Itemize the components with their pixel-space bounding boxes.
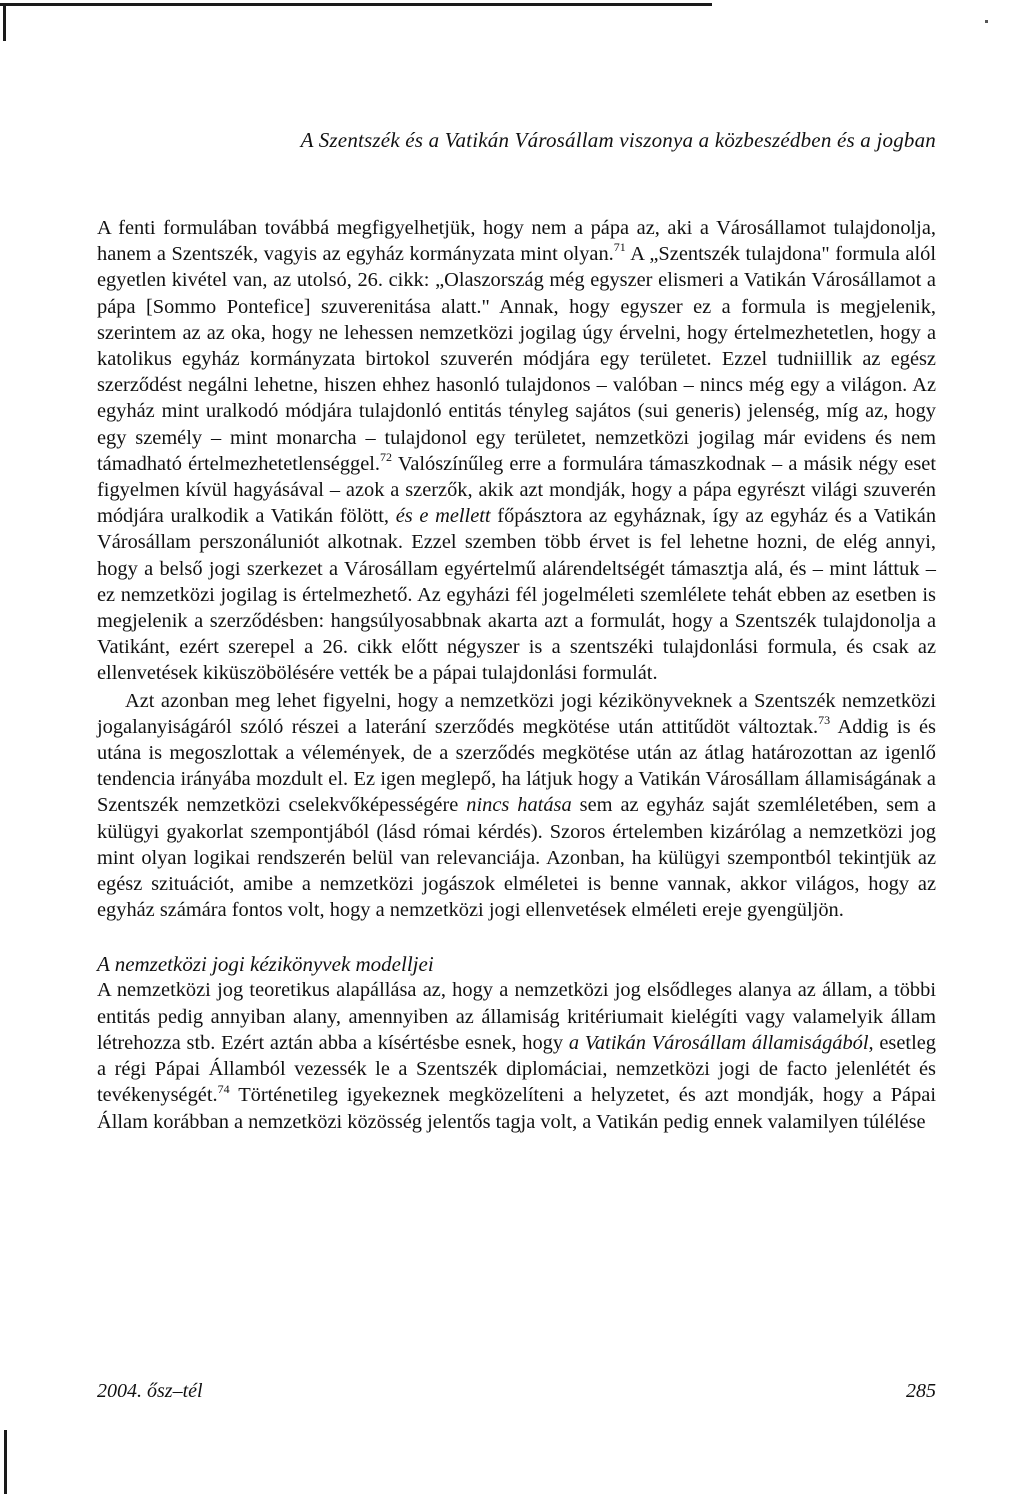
- text-run: Azt azonban meg lehet figyelni, hogy a nemzetközi jogi kézikönyveknek a Szentszék nemzetközi jogalanyiságáról szóló részei a laterání szerződés megkötése után attitűdöt változtak.: [97, 689, 936, 738]
- emphasis-text: és e mellett: [395, 505, 491, 528]
- footnote-ref: 73: [818, 713, 831, 728]
- page-number: 285: [906, 1380, 936, 1402]
- body-paragraph: [97, 688, 936, 924]
- running-head: A Szentszék és a Vatikán Városállam viszonya a közbeszédben és a jogban: [300, 128, 936, 152]
- text-run: Történetileg igyekeznek megközelíteni a helyzetet, és azt mondják, hogy a Pápai Állam korábban a nemzetközi közösség jelentős tagja volt, a Vatikán pedig ennek valamilyen túlélése: [97, 1084, 936, 1133]
- emphasis-text: nincs hatása: [466, 794, 572, 817]
- scan-border-top: [0, 3, 712, 6]
- emphasis-text: a Vatikán Városállam államiságából: [568, 1031, 869, 1054]
- text-run: Valószínűleg erre a formulára támaszkodnak – a másik négy eset figyelmen kívül hagyásával – azok a szerzők, akik azt mondják, hogy a pápa egyrészt világi szuverén módjára uralkodik a Vatikán fölött,: [97, 452, 937, 528]
- text-run: A nemzetközi jog teoretikus alapállása az, hogy a nemzetközi jog elsődleges alanya az állam, a többi entitás pedig annyiban alany, amennyiben az államiság kritériumait kielégíti vagy valamelyik állam létrehozza stb. Ezért aztán abba a kísértésbe esnek, hogy: [97, 979, 936, 1054]
- footnote-ref: 71: [613, 240, 626, 255]
- text-run: sem az egyház saját szemléletében, sem a külügyi gyakorlat szempontjából (lásd római kérdés). Szoros értelemben kizárólag a nemzetközi jog mint olyan logikai rendszerén belül van relevanciája. Azonban, ha külügyi szempontból tekintjük az egész szituációt, amibe a nemzetközi jogászok elméletei is benne vannak, akkor világos, hogy az egyház számára fontos volt, hogy a nemzetközi jogi ellenvetések elméleti ereje gyengüljön.: [97, 794, 936, 922]
- scan-border-left-bottom: [4, 1430, 7, 1494]
- text-run: A fenti formulában továbbá megfigyelhetjük, hogy nem a pápa az, aki a Városállamot tulajdonolja, hanem a Szentszék, vagyis az egyház kormányzata mint olyan.: [97, 217, 936, 266]
- text-run: A „Szentszék tulajdona" formula alól egyetlen kivétel van, az utolsó, 26. cikk: „Olaszország még egyszer elismeri a Vatikán Városállamot a pápa [Sommo Pontefice] szuverenitása alatt." Annak, hogy egyszer ez a formula is megjelenik, szerintem az az oka, hogy ne lehessen nemzetközi jogilag úgy érvelni, hogy értelmezhetetlen, hogy a katolikus egyház kormányzata birtokol szuverén módjára egy területet. Ezzel tudniillik az egész szerződést negálni lehetne, hiszen ehhez hasonló tulajdonos – valóban – nincs még egy a világon. Az egyház mint uralkodó módjára tulajdonló entitás tényleg sajátos (sui generis) jelenség, míg az, hogy egy személy – mint monarcha – tulajdonol egy területet, nemzetközi jogilag már evidens és nem támadható értelmezhetetlenséggel.: [97, 243, 936, 475]
- section-paragraph: [97, 977, 936, 1134]
- text-run: , esetleg a régi Pápai Államból vezessék le a Szentszék diplomáciai, nemzetközi jogi de facto jelenlétét és tevékenységét.: [97, 1031, 936, 1107]
- section-heading: A nemzetközi jogi kézikönyvek modelljei: [97, 952, 434, 977]
- scan-border-left-top: [3, 3, 6, 41]
- text-run: Addig is és utána is megoszlottak a vélemények, de a szerződés megkötése után az átlag határozottan az igenlő tendencia irányába mozdult el. Ez igen meglepő, ha látjuk hogy a Vatikán Városállam államiságának a Szentszék nemzetközi cselekvőképességére: [97, 715, 936, 817]
- footnote-ref: 74: [217, 1081, 230, 1096]
- text-run: főpásztora az egyháznak, így az egyház és a Vatikán Városállam perszonáluniót alkotnak. Ezzel szemben több érvet is fel lehetne hozni, de elég annyi, hogy a belső jogi szerkezet a Városállam egyértelmű alárendeltségét támasztja alá, és – mint láttuk – ez nemzetközi jogilag is értelmezhető. Az egyházi fél jogelméleti szemlélete tehát ebben az esetben is megjelenik a szerződésben: hangsúlyosabbnak akarta azt a formulát, hogy a Szentszék tulajdonolja a Vatikánt, ezért szerepel a 26. cikk előtt négyszer is a szentszéki tulajdonlási formula, és csak az ellenvetések kiküszöbölésére vették be a pápai tulajdonlási formulát.: [97, 505, 937, 685]
- scan-speck: [985, 20, 988, 23]
- body-paragraph: [97, 215, 936, 687]
- footnote-ref: 72: [380, 450, 393, 465]
- page-body: [97, 215, 936, 1135]
- journal-issue: 2004. ősz–tél: [97, 1380, 203, 1402]
